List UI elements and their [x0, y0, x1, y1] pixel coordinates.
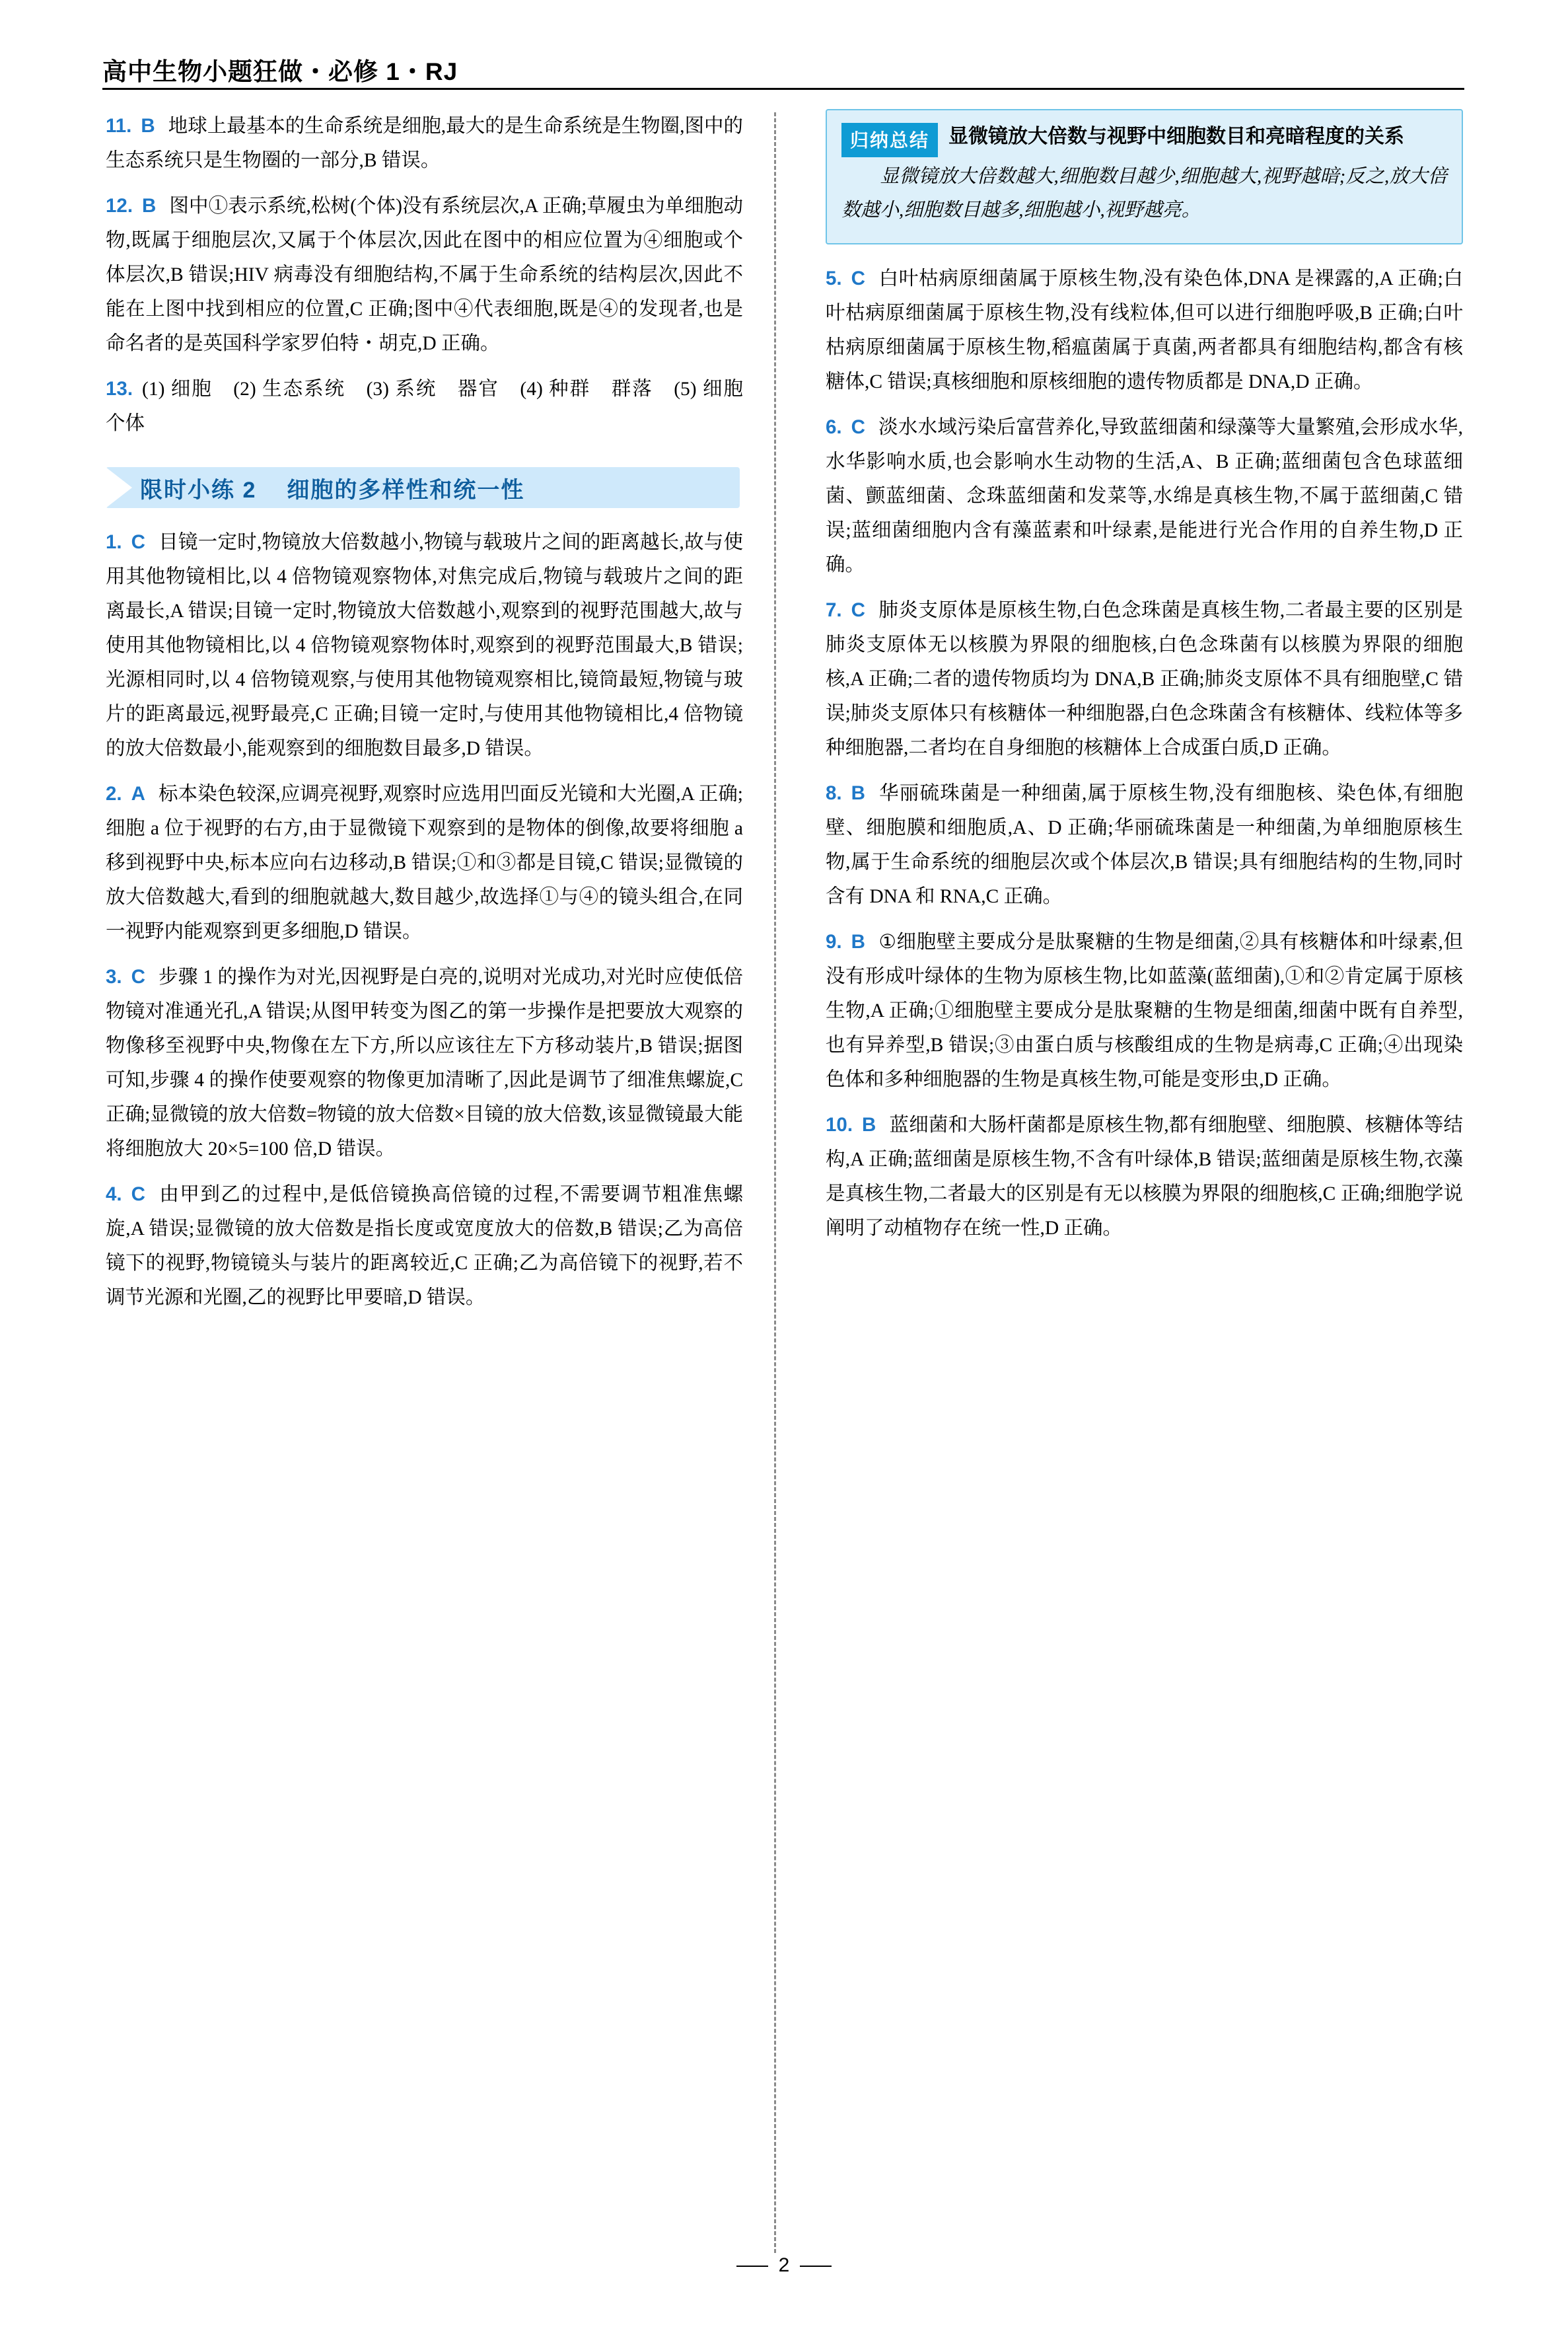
answer-entry [826, 410, 1463, 582]
question-explanation: 肺炎支原体是原核生物,白色念珠菌是真核生物,二者最主要的区别是肺炎支原体无以核膜为界限的细胞核,白色念珠菌有以核膜为界限的细胞核,A 正确;二者的遗传物质均为 DNA,B 正确;肺炎支原体不具有细胞壁,C 错误;肺炎支原体只有核糖体一种细胞器,白色念珠菌含有核糖体、线粒体等多种细胞器,二者均在自身细胞的核糖体上合成蛋白质,D 正确。 [826, 600, 1463, 759]
answer-entry [106, 777, 743, 949]
question-answer: A [131, 783, 145, 805]
question-explanation: ①细胞壁主要成分是肽聚糖的生物是细菌,②具有核糖体和叶绿素,但没有形成叶绿体的生物为原核生物,比如蓝藻(蓝细菌),①和②肯定属于原核生物,A 正确;①细胞壁主要成分是肽聚糖的生物是细菌,细菌中既有自养型,也有异养型,B 错误;③由蛋白质与核酸组成的生物是病毒,C 正确;④出现染色体和多种细胞器的生物是真核生物,可能是变形虫,D 正确。 [826, 932, 1463, 1091]
question-number: 4. [106, 1183, 122, 1205]
summary-tag-badge: 归纳总结 [841, 123, 938, 157]
question-explanation: 由甲到乙的过程中,是低倍镜换高倍镜的过程,不需要调节粗准焦螺旋,A 错误;显微镜的放大倍数是指长度或宽度放大的倍数,B 错误;乙为高倍镜下的视野,物镜镜头与装片的距离较近,C 正确;乙为高倍镜下的视野,若不调节光源和光圈,乙的视野比甲要暗,D 错误。 [106, 1184, 743, 1308]
answer-entry [106, 1177, 743, 1315]
question-number: 9. [826, 931, 842, 953]
summary-body [841, 160, 1447, 227]
answer-entry [826, 776, 1463, 914]
question-answer: B [141, 115, 155, 137]
footer-dash-right [800, 2266, 832, 2267]
summary-title: 显微镜放大倍数与视野中细胞数目和亮暗程度的关系 [948, 126, 1405, 147]
question-number: 7. [826, 599, 842, 622]
question-number: 8. [826, 782, 842, 805]
question-number: 1. [106, 531, 122, 553]
question-number: 12. [106, 195, 133, 217]
column-divider [774, 112, 776, 2253]
summary-body-text: 显微镜放大倍数越大,细胞数目越少,细胞越大,视野越暗;反之,放大倍数越小,细胞数目越多,细胞越小,视野越亮。 [841, 166, 1447, 221]
page-footer [0, 2254, 1568, 2277]
answer-entry [826, 1108, 1463, 1245]
book-title: 高中生物小题狂做・必修 1・RJ [102, 58, 458, 85]
right-column [826, 109, 1463, 1257]
question-answer: C [131, 966, 145, 988]
question-explanation: 白叶枯病原细菌属于原核生物,没有染色体,DNA 是裸露的,A 正确;白叶枯病原细菌属于原核生物,没有线粒体,但可以进行细胞呼吸,B 正确;白叶枯病原细菌属于原核生物,稻瘟菌属于真菌,两者都具有细胞结构,都含有核糖体,C 错误;真核细胞和原核细胞的遗传物质都是 DNA,D 正确。 [826, 268, 1463, 393]
answer-entry [826, 925, 1463, 1097]
page-header [102, 52, 1463, 87]
answer-entry [106, 960, 743, 1166]
question-number: 5. [826, 268, 842, 290]
question-answer: C [131, 531, 145, 553]
question-explanation: 步骤 1 的操作为对光,因视野是白亮的,说明对光成功,对光时应使低倍物镜对准通光孔,A 错误;从图甲转变为图乙的第一步操作是把要放大观察的物像移至视野中央,物像在左下方,所以应该往左下方移动装片,B 错误;据图可知,步骤 4 的操作使要观察的物像更加清晰了,因此是调节了细准焦螺旋,C 正确;显微镜的放大倍数=物镜的放大倍数×目镜的放大倍数,该显微镜最大能将细胞放大 20×5=100 倍,D 错误。 [106, 967, 743, 1160]
answer-entry [106, 525, 743, 766]
answer-entry [106, 109, 743, 178]
question-explanation: 淡水水域污染后富营养化,导致蓝细菌和绿藻等大量繁殖,会形成水华,水华影响水质,也会影响水生动物的生活,A、B 正确;蓝细菌包含色球蓝细菌、颤蓝细菌、念珠蓝细菌和发菜等,水绵是真核生物,不属于蓝细菌,C 错误;蓝细菌细胞内含有藻蓝素和叶绿素,是能进行光合作用的自养生物,D 正确。 [826, 417, 1463, 576]
section-name: 细胞的多样性和统一性 [287, 478, 525, 503]
summary-callout [826, 109, 1463, 244]
header-divider-rule [102, 88, 1464, 90]
answer-entry [106, 372, 763, 441]
question-number: 2. [106, 783, 122, 805]
answer-entry [826, 262, 1463, 399]
question-explanation: 地球上最基本的生命系统是细胞,最大的是生命系统是生物圈,图中的生态系统只是生物圈的一部分,B 错误。 [106, 116, 743, 171]
section-heading-arrow-icon [106, 467, 132, 508]
question-answer: B [851, 782, 865, 805]
page-number: 2 [778, 2254, 790, 2276]
footer-dash-left [736, 2266, 768, 2267]
summary-header [841, 120, 1447, 157]
section-label: 限时小练 2 [140, 478, 257, 503]
question-answer: B [851, 931, 865, 953]
question-answer: B [862, 1114, 876, 1136]
question-explanation: 标本染色较深,应调亮视野,观察时应选用凹面反光镜和大光圈,A 正确;细胞 a 位于视野的右方,由于显微镜下观察到的是物体的倒像,故要将细胞 a 移到视野中央,标本应向右边移动,B 错误;①和③都是目镜,C 错误;显微镜的放大倍数越大,看到的细胞就越大,数目越少,故选择①与④的镜头组合,在同一视野内能观察到更多细胞,D 错误。 [106, 784, 743, 942]
question-explanation: 目镜一定时,物镜放大倍数越小,物镜与载玻片之间的距离越长,故与使用其他物镜相比,以 4 倍物镜观察物体,对焦完成后,物镜与载玻片之间的距离最长,A 错误;目镜一定时,物镜放大倍数越小,观察到的视野范围越大,故与使用其他物镜相比,以 4 倍物镜观察物体时,观察到的视野范围最大,B 错误;光源相同时,以 4 倍物镜观察,与使用其他物镜观察相比,镜筒最短,物镜与玻片的距离最远,视野最亮,C 正确;目镜一定时,与使用其他物镜相比,4 倍物镜的放大倍数最小,能观察到的细胞数目最多,D 错误。 [106, 532, 743, 759]
question-explanation: 蓝细菌和大肠杆菌都是原核生物,都有细胞壁、细胞膜、核糖体等结构,A 正确;蓝细菌是原核生物,不含有叶绿体,B 错误;蓝细菌是原核生物,衣藻是真核生物,二者最大的区别是有无以核膜为界限的细胞核,C 正确;细胞学说阐明了动植物存在统一性,D 正确。 [826, 1115, 1463, 1239]
question-number: 13. [106, 378, 133, 400]
question-explanation: 华丽硫珠菌是一种细菌,属于原核生物,没有细胞核、染色体,有细胞壁、细胞膜和细胞质,A、D 正确;华丽硫珠菌是一种细菌,为单细胞原核生物,属于生命系统的细胞层次或个体层次,B 错误;具有细胞结构的生物,同时含有 DNA 和 RNA,C 正确。 [826, 783, 1463, 908]
section-heading [106, 467, 743, 508]
left-column [106, 109, 763, 1326]
question-number: 10. [826, 1114, 853, 1136]
question-answer: C [851, 416, 865, 439]
question-number: 3. [106, 966, 122, 988]
question-answer: B [142, 195, 157, 217]
question-number: 6. [826, 416, 842, 439]
question-answer: C [131, 1183, 145, 1205]
question-explanation: 图中①表示系统,松树(个体)没有系统层次,A 正确;草履虫为单细胞动物,既属于细胞层次,又属于个体层次,因此在图中的相应位置为④细胞或个体层次,B 错误;HIV 病毒没有细胞结构,不属于生命系统的结构层次,因此不能在上图中找到相应的位置,C 正确;图中④代表细胞,既是④的发现者,也是命名者的是英国科学家罗伯特・胡克,D 正确。 [106, 196, 743, 354]
question-answer: C [851, 599, 865, 622]
question-answer: C [851, 268, 865, 290]
answer-entry [106, 189, 743, 361]
answer-entry [826, 593, 1463, 765]
question-number: 11. [106, 115, 132, 137]
section-heading-text [140, 472, 524, 504]
question-explanation: (1) 细胞 (2) 生态系统 (3) 系统 器官 (4) 种群 群落 (5) 细胞 个体 [106, 379, 763, 434]
